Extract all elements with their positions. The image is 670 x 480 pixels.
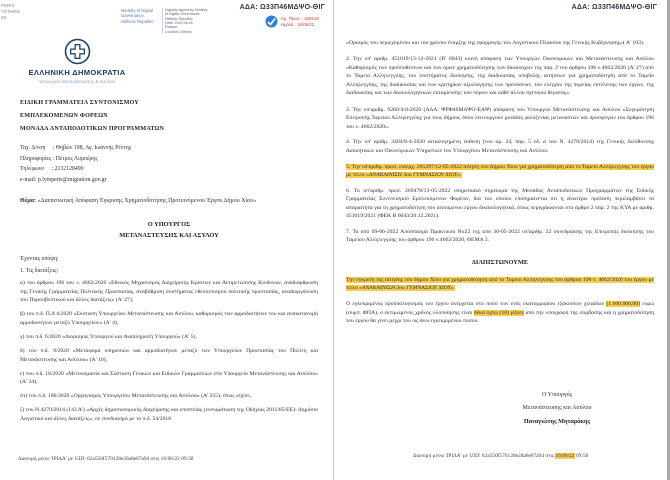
project-title: «ΑΝΑΚΑΙΝΙΣΗ 3ου ΓΥΜΝΑΣΙΟΥ ΧΙΟΥ» [359, 285, 454, 292]
contact-email: e-mail: p.lymperis@migration.gov.gr [20, 176, 107, 183]
ref-item-3: 3. Την υπ'αριθμ. 9260/4-8-2020 (ΑΔΑ: ΨΡΦ46ΜΔΨΟ-ΕΑΨ) απόφαση του Υπουργού Μετανάστευσης και Ασύλου «Συγκρότηση Επιτροπής Ταμείου Αλληλεγγύης για τους δήμους όπου λειτουργούν μονάδες φιλοξενίας μεταναστών και προσφύγων του άρθρου 196 του ν. 4662/2020». [346, 106, 654, 130]
iris-distribution-footer: Διανομή μέσω 'ΙΡΙΔΑ' με UID: 62a550f570128e28a8e87a94 στις 16/06/22 09:58 [18, 456, 194, 462]
corner-stamp-line: PERIS [1, 3, 15, 8]
subject-line [20, 198, 318, 204]
item5-text: 5. Την υπ'αριθμ. πρωτ. εισερχ. 265397/12-05-2022 αίτηση του Δήμου Χίου για χρηματοδότηση από το Ταμείο Αλληλεγγύης του έργου με τίτλο [346, 163, 654, 179]
protocol-number: Αρ. Πρωτ. : 348126 [280, 15, 319, 21]
org-line: ΜΟΝΑΔΑ ΑΝΤΑΠΟΔΟΤΙΚΩΝ ΠΡΟΓΡΑΜΜΑΤΩΝ [20, 126, 165, 132]
continuation-paragraph: «Ορισμός του περιεχομένου και του χρόνου έναρξης της εφαρμογής του Λογιστικού Πλαισίου της Γενικής Κυβέρνησης»( Α' 103). [346, 39, 645, 46]
contact-address: Ταχ. Δ/νση : Θηβών 198, Αγ. Ιωάννης Ρέντης [20, 145, 132, 151]
budget-text: ευρώ (συμπ. ΦΠΑ), ο εκτιμώμενος χρόνος υλοποίησης είναι [346, 300, 654, 316]
ada-code: ΑΔΑ: Ω33Π46ΜΔΨΟ-ΘΙΓ [239, 4, 325, 11]
digital-governance-stamp [121, 8, 209, 34]
stamp-text: Hellenic Republic [165, 16, 193, 21]
item-1: 1. Τις διατάξεις: [20, 267, 59, 274]
having-regard: Έχοντας υπόψη: [20, 255, 59, 262]
protocol-date: Ημ/νία : 16/06/22 [280, 21, 315, 27]
org-line: ΕΙΔΙΚΗ ΓΡΑΜΜΑΤΕΙΑ ΣΥΝΤΟΝΙΣΜΟΥ [20, 100, 139, 106]
stamp-text: Ministry of Digital [121, 8, 153, 13]
digital-stamp-details [162, 8, 209, 34]
protocol-stamp-icon [265, 15, 278, 28]
protocol-stamp [265, 15, 319, 28]
minister-name: Παναγιώτης Μηταράκης [523, 418, 591, 425]
ref-item-2: 2. Την υπ' αριθμ. 451019/13-12-2021 (Β' 6043) κοινή απόφαση των Υπουργών Οικονομικών και Μετανάστευσης και Ασύλου «Καθορισμός των προϋποθέσεων και των όρων χρηματοδότησης των δικαιούχων της παρ. 2 του άρθρου 196 ν.4662/2020 (Α' 27) από το Ταμείο Αλληλεγγύης, του συστήματος διοίκησης, της διαδικασίας υποβολής αιτήσεων για χρηματοδότηση από το Ταμείο Αλληλεγγύης, της διαδικασίας και των κριτηρίων αξιολόγησης των προτάσεων, του ελέγχου της πορείας εκτέλεσης των έργων, της διαδικασίας και των δικαιολογητικών εκταμίευσης των πόρων και κάθε άλλου σχετικού θέματος». [346, 56, 654, 97]
contact-person: Πληροφορίες : Πέτρος Λυμπέρης [20, 155, 98, 162]
verdict-heading: ΔΙΑΠΙΣΤΩΝΟΥΜΕ [471, 258, 529, 266]
ministry-subtitle: Υπουργείο Μετανάστευσης & Ασύλου [38, 79, 116, 84]
implementation-period: δέκα οχτώ (18) μήνες [473, 309, 524, 316]
provision-st: στ) του π.δ. 106/2020 «Οργανισμός Υπουργείου Μετανάστευσης και Ασύλου» (Α' 255), όπως ισχύει, [20, 393, 252, 400]
page-divider [333, 0, 334, 480]
stamp-text: Governance, [121, 13, 145, 19]
minister-heading-2: ΜΕΤΑΝΑΣΤΕΥΣΗΣ ΚΑΙ ΑΣΥΛΟΥ [119, 231, 219, 239]
left-page-body [20, 100, 318, 423]
stamp-text: Location: Athens [165, 29, 192, 34]
approval-text: Την έγκριση της αίτησης του δήμου Χίου για χρηματοδότηση από το Ταμείο Αλληλεγγύης του άρθρου 196 ν. 4662/2020 του έργου με τίτλο [346, 276, 654, 292]
protocol-numbers [281, 16, 319, 28]
provision-c: γ) του π.δ. 6/2020 «Διορισμός Υπουργού και Αναπληρωτή Υπουργού» (Α' 5), [20, 334, 197, 341]
ref-item-7: 7. Το από 09-06-2022 Απόσπασμα Πρακτικού Νο22 της από 30-05-2022 υπ'αριθμ. 22 συνεδρίασης της Επιτροπής διοίκησης του Ταμείου Αλληλεγγύης του άρθρου 196 ν.4662/2020, ΘΕΜΑ 3. [346, 228, 654, 244]
cropped-signature-stamp [1, 3, 20, 21]
provision-z: ζ) του Ν.4270/2014 (143 Α') «Αρχές δημοσιονομικής διαχείρισης και εποπτείας (ενσωμάτωση της Οδηγίας 2011/85/ΕΕ)- Δημόσιο Λογιστικό και άλλες διατάξεις», σε συνδυασμό με το π.δ. 54/2018 [20, 407, 318, 422]
stamp-text: of Digital Governance, [165, 12, 201, 17]
iris-distribution-footer [334, 453, 667, 459]
project-title: «ΑΝΑΚΑΙΝΙΣΗ 3ου ΓΥΜΝΑΣΙΟΥ ΧΙΟΥ» [365, 172, 461, 179]
corner-stamp-line: 29 [1, 15, 7, 21]
footer-time: 09:58 [574, 453, 589, 459]
stamp-text: Digitally signed by Ministry [165, 8, 208, 12]
footer-text: Διανομή μέσω 'ΙΡΙΔΑ' με UID: 62a550f570128e28a8e87a94 στις [412, 453, 556, 459]
approval-period: . [453, 285, 455, 292]
subject-label: Θέμα: [20, 197, 36, 204]
contact-phone: Τηλέφωνο : 2132128490 [20, 166, 84, 173]
page-right [334, 0, 667, 480]
budget-paragraph [346, 300, 654, 326]
org-line: ΕΜΠΛΕΚΟΜΕΝΩΝ ΦΟΡΕΩΝ [20, 113, 108, 119]
stamp-text: Reason: [165, 25, 179, 30]
item5-period: . [460, 172, 462, 179]
right-page-body [346, 33, 654, 326]
letterhead [18, 38, 136, 84]
republic-title: ΕΛΛΗΝΙΚΗ ΔΗΜΟΚΡΑΤΙΑ [28, 68, 126, 77]
provision-b: β) του π.δ. Π.Δ 4/2020 «Σύσταση Υπουργείου Μετανάστευσης και Ασύλου, καθορισμός των αρμοδιοτήτων του και ανακατανομή αρμοδιοτήτων μεταξύ Υπουργείων» (Α' 4), [20, 311, 318, 326]
approval-paragraph-highlighted [346, 276, 654, 293]
provision-d: δ) του π.δ. 9/2020 «Μεταφορά υπηρεσιών και αρμοδιοτήτων μεταξύ των Υπουργείων Προστασίας του Πολίτη και Μετανάστευσης και Ασύλου» (Α' 10), [20, 348, 318, 363]
page-left [0, 0, 333, 480]
ref-item-6: 6. Το υπ'αριθμ. πρωτ. 269478/13-05-2022 υπηρεσιακό σημείωμα της Μονάδας Ανταποδοτικών Προγραμμάτων της Ειδικής Γραμματείας Συντονισμού Εμπλεκόμενων Φορέων, δια του οποίου επισημαίνεται ότι η ανωτέρω πρόταση περιλαμβάνει τα απαραίτητα για τη χρηματοδότηση του αιτούμενου έργου δικαιολογητικά, όπως περιγράφονται στο άρθρο 2 παρ. 2 της ΚΥΑ με αριθμ. 451019/2021 (ΦΕΚ Β 6043/20.12.2021). [346, 187, 654, 220]
budget-text: από την υπογραφή της σύμβασης και η χρηματοδότηση του έργου θα γίνει μέχρι του ως άνω εγκεκριμένου ποσού. [346, 309, 655, 325]
subject-text: «Διαπιστωτική Απόφαση Έγκρισης Χρηματοδότησης Προτεινόμενου Έργου Δήμου Χίου» [35, 197, 257, 204]
provision-a: α) του άρθρου 196 του ν. 4662/2020 «Εθνικός Μηχανισμός Διαχείρισης Κρίσεων και Αντιμετώπισης Κινδύνων, αναδιάρθρωση της Γενικής Γραμματείας Πολιτικής Προστασίας, αναβάθμιση συστήματος εθελοντισμού πολιτικής προστασίας, αναδιοργάνωση του Πυροσβεστικού και άλλες διατάξεις» (Α' 27), [20, 280, 318, 304]
greek-coat-of-arms-icon [64, 38, 91, 65]
digital-stamp-issuer [121, 8, 159, 34]
ada-code: ΑΔΑ: Ω33Π46ΜΔΨΟ-ΘΙΓ [571, 4, 657, 11]
stamp-text: Hellenic Republic [121, 18, 154, 24]
ref-item-4: 4. Την υπ' αριθμ. 3404/8-4-2020 αιτιολογημένη έκθεση (του αρ. 24, παρ. 5 εδ. α του Ν. 4270/2014) της Γενικής Διεύθυνσης Διοικητικών και Οικονομικών Υπηρεσιών του Υπουργείου Μετανάστευσης και Ασύλου. [346, 139, 654, 154]
signature-title-1: Ο Υπουργός [542, 392, 572, 398]
corner-stamp-line: ΤΙΓΡΑΦΟ [1, 9, 21, 15]
budget-amount: (1.600.000,00) [606, 300, 640, 307]
minister-heading-1: Ο ΥΠΟΥΡΓΟΣ [147, 220, 191, 228]
signature-title-2: Μετανάστευσης και Ασύλου [522, 405, 592, 411]
ref-item-5-highlighted [346, 163, 654, 180]
stamp-text: Date: 2022.06.16 [165, 20, 193, 25]
footer-date-highlighted: 16/06/22 [555, 453, 575, 459]
budget-text: Ο εγκεκριμένος προϋπολογισμός του έργου ανέρχεται στο ποσό των ενός εκατομμυρίου εξακοσίων χιλιάδων [346, 300, 607, 307]
provision-e: ε) του π.δ. 18/2020 «Μετονομασία και Σύσταση Γενικών και Ειδικών Γραμματειών στο Υπουργείο Μετανάστευσης και Ασύλου» (Α' 34), [20, 370, 318, 386]
signature-block [452, 392, 662, 425]
